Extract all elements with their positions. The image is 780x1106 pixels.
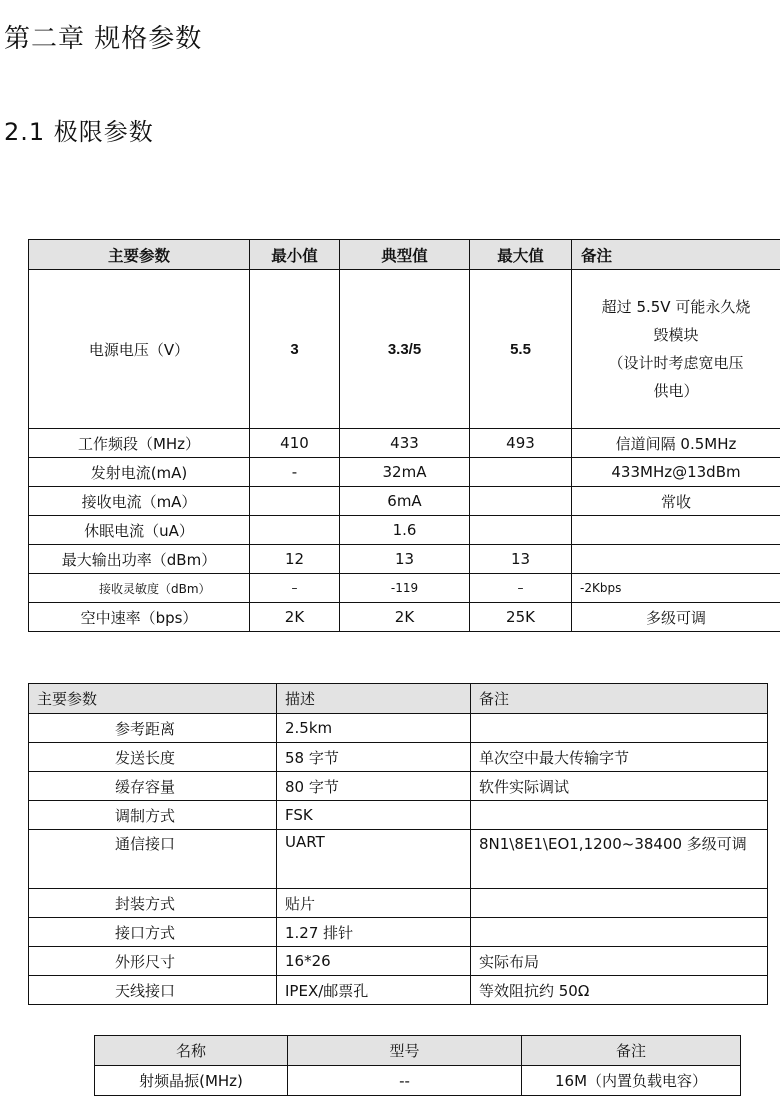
param-cell: 封装方式 [29, 889, 277, 918]
min-cell: 3 [250, 270, 340, 429]
header-remark: 备注 [471, 684, 768, 714]
typ-cell: 6mA [340, 487, 470, 516]
header-model: 型号 [288, 1036, 522, 1066]
max-cell [470, 458, 572, 487]
max-cell [470, 516, 572, 545]
remark-cell: 多级可调 [572, 603, 780, 632]
min-cell [250, 487, 340, 516]
desc-cell: FSK [277, 801, 471, 830]
desc-cell: 贴片 [277, 889, 471, 918]
section-title: 2.1 极限参数 [4, 118, 154, 146]
param-cell: 参考距离 [29, 714, 277, 743]
max-cell: 13 [470, 545, 572, 574]
remark-cell: 433MHz@13dBm [572, 458, 780, 487]
desc-cell: 80 字节 [277, 772, 471, 801]
remark-cell [471, 714, 768, 743]
header-param: 主要参数 [29, 240, 250, 270]
min-cell [250, 516, 340, 545]
table-row [29, 516, 780, 545]
param-cell: 接收灵敏度（dBm） [29, 574, 250, 603]
max-cell: – [470, 574, 572, 603]
typ-cell: 433 [340, 429, 470, 458]
table-row [29, 889, 768, 918]
min-cell: - [250, 458, 340, 487]
param-cell: 发送长度 [29, 743, 277, 772]
remark-cell [471, 889, 768, 918]
typ-cell: 32mA [340, 458, 470, 487]
table-row [29, 714, 768, 743]
header-param: 主要参数 [29, 684, 277, 714]
table-row [29, 545, 780, 574]
typ-cell: 1.6 [340, 516, 470, 545]
desc-cell: 2.5km [277, 714, 471, 743]
remark-cell: 单次空中最大传输字节 [471, 743, 768, 772]
table-row [29, 947, 768, 976]
table-row [29, 976, 768, 1005]
table-row [29, 830, 768, 889]
remark-cell: 等效阻抗约 50Ω [471, 976, 768, 1005]
param-cell: 调制方式 [29, 801, 277, 830]
param-cell: 外形尺寸 [29, 947, 277, 976]
min-cell: 410 [250, 429, 340, 458]
desc-cell: 1.27 排针 [277, 918, 471, 947]
table-row [29, 487, 780, 516]
min-cell: 12 [250, 545, 340, 574]
param-cell: 接收电流（mA） [29, 487, 250, 516]
remark-cell [572, 270, 780, 429]
max-cell: 5.5 [470, 270, 572, 429]
table-row [29, 270, 780, 429]
table-header-row [95, 1036, 741, 1066]
main-parameters-table [28, 683, 768, 1005]
desc-cell: IPEX/邮票孔 [277, 976, 471, 1005]
typ-cell: 2K [340, 603, 470, 632]
table-row [29, 801, 768, 830]
desc-cell: UART [277, 830, 471, 889]
remark-cell: -2Kbps [572, 574, 780, 603]
param-cell: 通信接口 [29, 830, 277, 889]
param-cell: 工作频段（MHz） [29, 429, 250, 458]
remark-line: 供电） [653, 382, 699, 400]
table-header-row [29, 240, 780, 270]
table-header-row [29, 684, 768, 714]
typ-cell: -119 [340, 574, 470, 603]
chapter-title: 第二章 规格参数 [4, 24, 203, 54]
typ-cell: 3.3/5 [340, 270, 470, 429]
remark-line: 超过 5.5V 可能永久烧 [601, 298, 751, 316]
table-row [29, 772, 768, 801]
remark-cell [471, 918, 768, 947]
param-cell: 缓存容量 [29, 772, 277, 801]
name-cell: 射频晶振(MHz) [95, 1066, 288, 1096]
param-cell: 休眠电流（uA） [29, 516, 250, 545]
table-row [29, 918, 768, 947]
desc-cell: 16*26 [277, 947, 471, 976]
remark-line: 毁模块 [653, 326, 699, 344]
max-cell: 493 [470, 429, 572, 458]
limit-parameters-table [28, 239, 780, 632]
remark-cell: 16M（内置负载电容） [522, 1066, 741, 1096]
param-cell: 电源电压（V） [29, 270, 250, 429]
header-remark: 备注 [522, 1036, 741, 1066]
table-row [29, 603, 780, 632]
model-cell: -- [288, 1066, 522, 1096]
header-typ: 典型值 [340, 240, 470, 270]
remark-cell [572, 516, 780, 545]
max-cell [470, 487, 572, 516]
remark-cell: 信道间隔 0.5MHz [572, 429, 780, 458]
table-row [95, 1066, 741, 1096]
min-cell: 2K [250, 603, 340, 632]
param-cell: 最大输出功率（dBm） [29, 545, 250, 574]
remark-cell [572, 545, 780, 574]
min-cell: – [250, 574, 340, 603]
crystal-table [94, 1035, 741, 1096]
header-desc: 描述 [277, 684, 471, 714]
typ-cell: 13 [340, 545, 470, 574]
table-row [29, 743, 768, 772]
param-cell: 接口方式 [29, 918, 277, 947]
remark-cell: 8N1\8E1\EO1,1200~38400 多级可调 [471, 830, 768, 889]
remark-cell: 软件实际调试 [471, 772, 768, 801]
remark-cell: 常收 [572, 487, 780, 516]
remark-cell: 实际布局 [471, 947, 768, 976]
table-row [29, 574, 780, 603]
param-cell: 发射电流(mA) [29, 458, 250, 487]
table-row [29, 458, 780, 487]
remark-line: （设计时考虑宽电压 [608, 354, 744, 372]
max-cell: 25K [470, 603, 572, 632]
header-name: 名称 [95, 1036, 288, 1066]
param-cell: 天线接口 [29, 976, 277, 1005]
table-row [29, 429, 780, 458]
header-max: 最大值 [470, 240, 572, 270]
header-min: 最小值 [250, 240, 340, 270]
remark-cell [471, 801, 768, 830]
param-cell: 空中速率（bps） [29, 603, 250, 632]
desc-cell: 58 字节 [277, 743, 471, 772]
header-remark: 备注 [572, 240, 780, 270]
